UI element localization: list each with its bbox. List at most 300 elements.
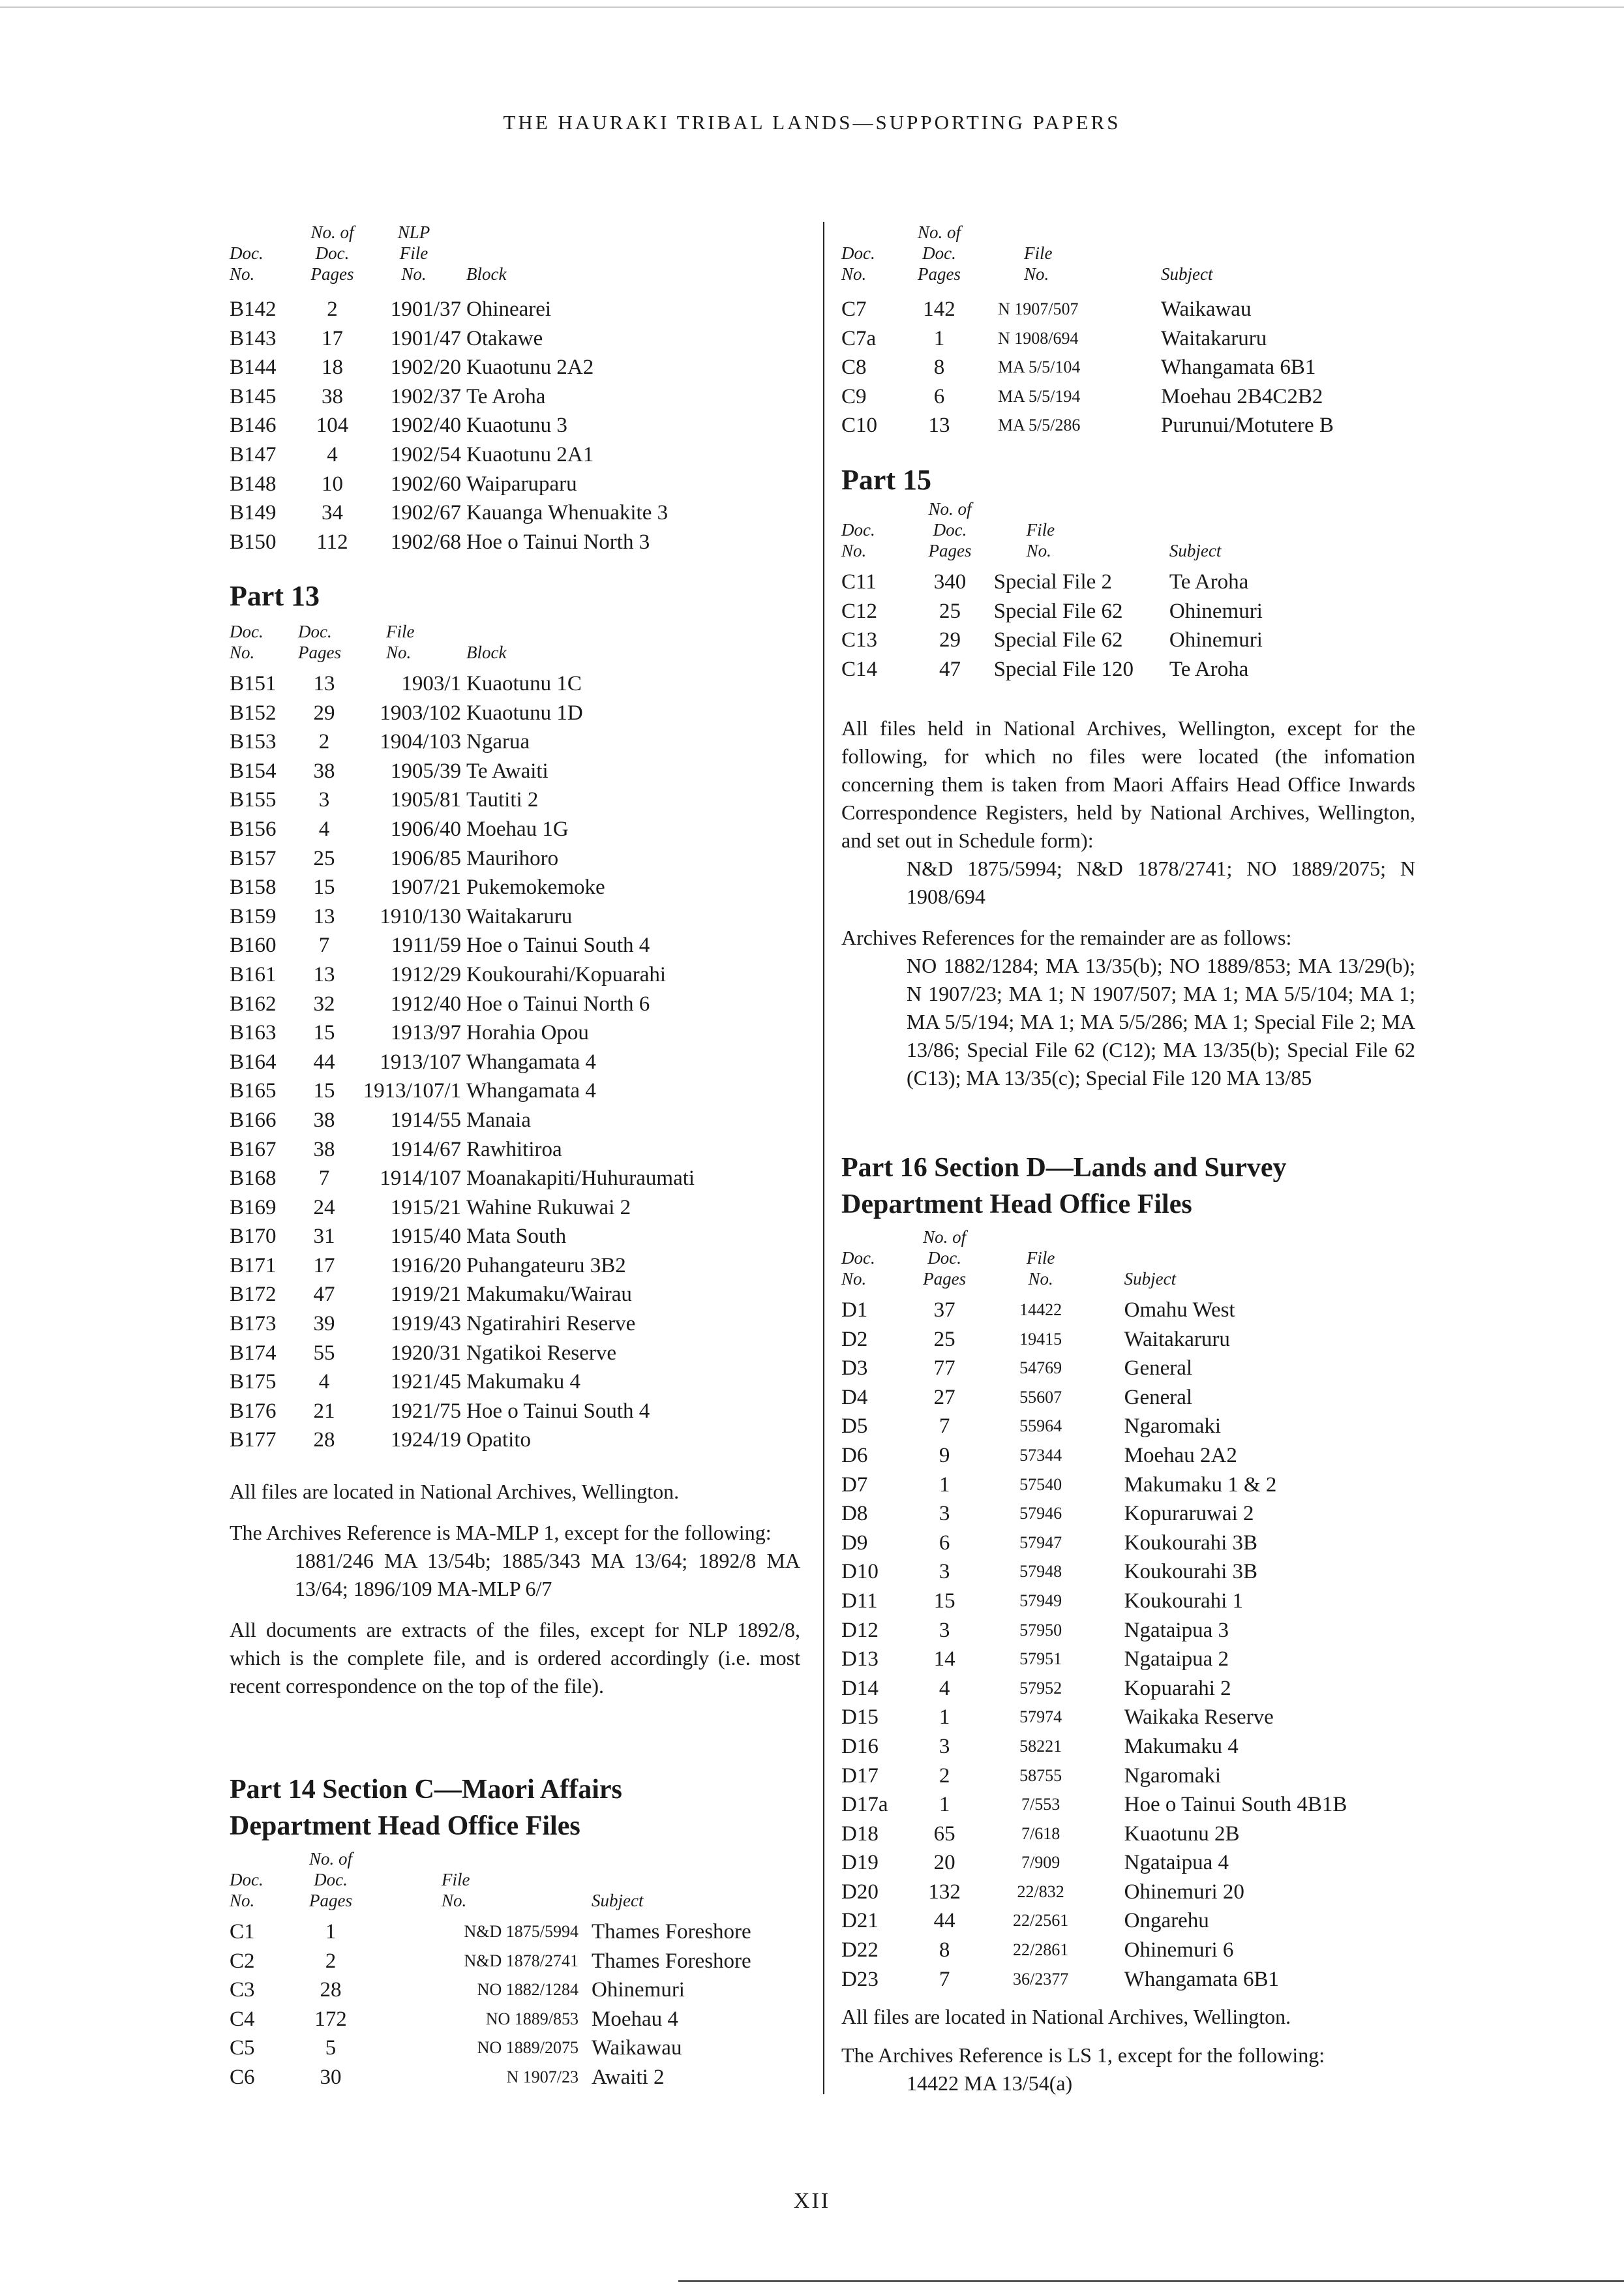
- doc-no-cell: B149: [230, 501, 277, 525]
- subject-cell: Moanakapiti/Huhuraumati: [466, 1167, 695, 1191]
- doc-no-cell: B154: [230, 759, 277, 783]
- table-row: [841, 1674, 1415, 1703]
- doc-no-cell: D11: [841, 1589, 878, 1613]
- subject-cell: Whangamata 4: [466, 1050, 596, 1074]
- doc-no-cell: B157: [230, 846, 277, 870]
- col-head-doc-no: Doc. No.: [230, 243, 263, 284]
- pages-cell: 172: [314, 2007, 347, 2031]
- part-13-table: [230, 621, 787, 1455]
- table-row: [230, 1106, 787, 1135]
- col-head-doc-no: Doc. No.: [841, 243, 875, 284]
- pages-cell: 7: [939, 1414, 950, 1439]
- doc-no-cell: B162: [230, 992, 277, 1016]
- table-c7-c10: [841, 222, 1409, 440]
- file-no-cell: 1906/85: [390, 846, 461, 870]
- subject-cell: Otakawe: [466, 326, 543, 350]
- note-archives-location: All files are located in National Archives, Wellington.: [230, 1480, 680, 1503]
- pages-cell: 9: [939, 1443, 950, 1467]
- file-no-cell: 22/832: [1017, 1882, 1064, 1901]
- doc-no-cell: B165: [230, 1079, 277, 1103]
- subject-cell: Moehau 2B4C2B2: [1161, 384, 1323, 408]
- doc-no-cell: B166: [230, 1108, 277, 1132]
- subject-cell: Maurihoro: [466, 846, 559, 870]
- subject-cell: Whangamata 6B1: [1161, 356, 1316, 380]
- subject-cell: Koukourahi/Kopuarahi: [466, 962, 667, 986]
- note-unlocated-files: N&D 1875/5994; N&D 1878/2741; NO 1889/2075; N 1908/694: [907, 857, 1415, 908]
- pages-cell: 25: [933, 1327, 955, 1351]
- subject-cell: Waitakaruru: [466, 904, 573, 928]
- subject-cell: Te Aroha: [1169, 570, 1249, 594]
- pages-cell: 112: [316, 530, 348, 554]
- pages-cell: 13: [313, 962, 335, 986]
- table-b142-b150: [230, 222, 787, 557]
- col-head-file-no: NLP File No.: [397, 222, 430, 284]
- doc-no-cell: B172: [230, 1283, 277, 1307]
- pages-cell: 25: [939, 599, 961, 623]
- pages-cell: 4: [318, 1370, 330, 1394]
- doc-no-cell: C12: [841, 599, 878, 623]
- table-row: [841, 1762, 1415, 1791]
- table-row: [230, 1076, 787, 1106]
- part-13-section: [230, 578, 787, 1455]
- table-row: [230, 815, 787, 844]
- pages-cell: 2: [939, 1763, 950, 1788]
- subject-cell: Ohinemuri 6: [1124, 1938, 1234, 1962]
- file-no-cell: 7/553: [1021, 1795, 1060, 1814]
- doc-no-cell: B145: [230, 384, 277, 408]
- pages-cell: 142: [923, 297, 955, 321]
- file-no-cell: 1914/67: [390, 1137, 461, 1161]
- table-row: [841, 655, 1415, 684]
- subject-cell: Waikawau: [1161, 297, 1252, 321]
- table-row: [841, 1616, 1415, 1645]
- pages-cell: 31: [313, 1225, 335, 1249]
- file-no-cell: 1902/40: [390, 414, 461, 438]
- doc-no-cell: D13: [841, 1647, 879, 1671]
- doc-no-cell: D3: [841, 1356, 868, 1380]
- table-row: [230, 440, 787, 470]
- pages-cell: 6: [939, 1531, 950, 1555]
- table-row: [230, 295, 787, 324]
- doc-no-cell: D16: [841, 1734, 879, 1758]
- doc-no-cell: B158: [230, 876, 277, 900]
- table-row: [230, 324, 787, 354]
- part-15-section: [841, 462, 1415, 684]
- subject-cell: Pukemokemoke: [466, 876, 605, 900]
- subject-cell: Ohinearei: [466, 297, 552, 321]
- subject-cell: Ngataipua 3: [1124, 1618, 1229, 1642]
- doc-no-cell: C2: [230, 1949, 255, 1973]
- table-row: [230, 2034, 800, 2063]
- doc-no-cell: B143: [230, 326, 277, 350]
- table-row: [841, 568, 1415, 597]
- table-row: [230, 1193, 787, 1223]
- table-row: [230, 1339, 787, 1368]
- file-no-cell: 1913/97: [390, 1021, 461, 1045]
- doc-no-cell: B176: [230, 1399, 277, 1423]
- pages-cell: 29: [939, 628, 961, 652]
- doc-no-cell: B170: [230, 1225, 277, 1249]
- file-no-cell: 1915/40: [390, 1225, 461, 1249]
- file-no-cell: 57948: [1019, 1562, 1062, 1581]
- file-no-cell: 54769: [1019, 1358, 1062, 1378]
- file-no-cell: 1903/102: [380, 701, 461, 725]
- file-no-cell: 1913/107: [380, 1050, 461, 1074]
- doc-no-cell: B169: [230, 1195, 277, 1219]
- col-head-doc-no: Doc. No.: [230, 1870, 263, 1910]
- doc-no-cell: D7: [841, 1472, 868, 1497]
- file-no-cell: 1919/43: [390, 1312, 461, 1336]
- doc-no-cell: D17a: [841, 1793, 888, 1817]
- part-15-table: [841, 498, 1415, 684]
- file-no-cell: 1916/20: [390, 1253, 461, 1277]
- subject-cell: Manaia: [466, 1108, 531, 1132]
- pages-cell: 10: [322, 472, 343, 496]
- pages-cell: 4: [327, 442, 338, 466]
- table-row: [841, 1383, 1415, 1412]
- note-archives-reference: The Archives Reference is LS 1, except for the following:: [841, 2043, 1325, 2067]
- subject-cell: Kuaotunu 2A1: [466, 442, 594, 466]
- file-no-cell: 1905/81: [390, 788, 461, 812]
- table-row: [230, 1426, 787, 1455]
- pages-cell: 5: [325, 2036, 337, 2060]
- doc-no-cell: B150: [230, 530, 277, 554]
- table-row: [230, 1947, 800, 1976]
- doc-no-cell: D18: [841, 1822, 879, 1846]
- note-archives-exceptions: 14422 MA 13/54(a): [907, 2071, 1073, 2095]
- pages-cell: 2: [318, 730, 330, 754]
- doc-no-cell: C14: [841, 657, 878, 681]
- file-no-cell: 1919/21: [390, 1283, 461, 1307]
- doc-no-cell: B175: [230, 1370, 277, 1394]
- table-row: [841, 1732, 1415, 1762]
- note-files-held: All files held in National Archives, Wellington, except for the following, for which no files were located (the infomation concerning them is taken from Maori Affairs Head Office Inwards Correspondence Registers, held by National Archives, Wellington, and set out in Schedule form):: [841, 716, 1415, 852]
- file-no-cell: 57949: [1019, 1591, 1062, 1610]
- file-no-cell: 1912/40: [390, 992, 461, 1016]
- file-no-cell: Special File 120: [993, 657, 1134, 681]
- subject-cell: Moehau 4: [592, 2007, 678, 2031]
- pages-cell: 28: [320, 1978, 342, 2002]
- table-row: [230, 902, 787, 932]
- file-no-cell: 14422: [1019, 1300, 1062, 1319]
- subject-cell: Ngaromaki: [1124, 1763, 1222, 1788]
- file-no-cell: 1907/21: [390, 876, 461, 900]
- subject-cell: Makumaku/Wairau: [466, 1283, 632, 1307]
- file-no-cell: 1921/45: [390, 1370, 461, 1394]
- doc-no-cell: B159: [230, 904, 277, 928]
- doc-no-cell: B142: [230, 297, 277, 321]
- part-16-table: [841, 1227, 1415, 1994]
- table-row: [230, 2063, 800, 2092]
- doc-no-cell: D8: [841, 1502, 868, 1526]
- col-head-block: Block: [466, 643, 507, 662]
- doc-no-cell: B144: [230, 356, 277, 380]
- file-no-cell: 57951: [1019, 1649, 1062, 1669]
- doc-no-cell: C7a: [841, 326, 877, 350]
- part-14-heading-line2: Department Head Office Files: [230, 1811, 580, 1841]
- pages-cell: 47: [939, 657, 961, 681]
- table-row: [841, 1645, 1415, 1674]
- doc-no-cell: B151: [230, 672, 277, 695]
- table-row: [841, 1529, 1415, 1558]
- table-header: [230, 222, 787, 295]
- pages-cell: 38: [313, 759, 335, 783]
- table-row: [230, 1018, 787, 1048]
- col-head-file-no: File No.: [442, 1870, 470, 1910]
- file-no-cell: 1902/60: [390, 472, 461, 496]
- file-no-cell: 1912/29: [390, 962, 461, 986]
- subject-cell: Ohinemuri 20: [1124, 1880, 1244, 1904]
- table-row: [230, 470, 787, 499]
- pages-cell: 55: [313, 1341, 335, 1365]
- table-row: [841, 324, 1409, 354]
- table-row: [230, 1048, 787, 1077]
- table-row: [841, 1936, 1415, 1965]
- table-row: [230, 990, 787, 1019]
- file-no-cell: 57344: [1019, 1445, 1062, 1465]
- doc-no-cell: B155: [230, 788, 277, 812]
- pages-cell: 30: [320, 2065, 342, 2089]
- table-row: [841, 1703, 1415, 1732]
- subject-cell: Ngaromaki: [1124, 1414, 1222, 1439]
- file-no-cell: 1911/59: [391, 934, 461, 958]
- file-no-cell: 57946: [1019, 1504, 1062, 1523]
- doc-no-cell: D10: [841, 1560, 879, 1584]
- table-row: [841, 353, 1409, 382]
- subject-cell: Ngataipua 2: [1124, 1647, 1229, 1671]
- pages-cell: 2: [327, 297, 338, 321]
- part-14-section: [230, 1771, 800, 2092]
- doc-no-cell: D21: [841, 1909, 879, 1933]
- pages-cell: 25: [313, 846, 335, 870]
- subject-cell: Te Awaiti: [466, 759, 549, 783]
- table-row: [841, 626, 1415, 655]
- doc-no-cell: D5: [841, 1414, 868, 1439]
- doc-no-cell: B164: [230, 1050, 277, 1074]
- subject-cell: Koukourahi 1: [1124, 1589, 1244, 1613]
- table-row: [841, 1848, 1415, 1878]
- note-extracts: All documents are extracts of the files, except for NLP 1892/8, which is the complete file, and is ordered accordingly (i.e. most recent correspondence on the top of the file).: [230, 1618, 800, 1698]
- doc-no-cell: C4: [230, 2007, 255, 2031]
- file-no-cell: N 1907/23: [506, 2067, 579, 2086]
- pages-cell: 15: [313, 876, 335, 900]
- subject-cell: Purunui/Motutere B: [1161, 414, 1334, 438]
- table-row: [230, 669, 787, 699]
- table-row: [230, 1917, 800, 1947]
- pages-cell: 77: [933, 1356, 955, 1380]
- pages-cell: 2: [325, 1949, 337, 1973]
- file-no-cell: Special File 2: [993, 570, 1113, 594]
- part-16-section: [841, 1150, 1415, 1994]
- pages-cell: 20: [933, 1851, 955, 1875]
- part-16-heading-line1: Part 16 Section D—Lands and Survey: [841, 1153, 1287, 1183]
- subject-cell: Thames Foreshore: [592, 1920, 751, 1944]
- col-head-file-no: File No.: [1024, 243, 1053, 284]
- subject-cell: Koukourahi 3B: [1124, 1531, 1258, 1555]
- file-no-cell: MA 5/5/286: [998, 416, 1081, 435]
- table-row: [841, 1557, 1415, 1587]
- pages-cell: 14: [933, 1647, 955, 1671]
- doc-no-cell: C10: [841, 414, 878, 438]
- subject-cell: Kuaotunu 3: [466, 414, 567, 438]
- subject-cell: Whangamata 4: [466, 1079, 596, 1103]
- subject-cell: Waiparuparu: [466, 472, 577, 496]
- file-no-cell: 55607: [1019, 1387, 1062, 1407]
- subject-cell: Kopuraruwai 2: [1124, 1502, 1254, 1526]
- file-no-cell: 7/618: [1021, 1823, 1060, 1843]
- table-row: [230, 411, 787, 440]
- file-no-cell: 1913/107/1: [363, 1079, 461, 1103]
- pages-cell: 39: [313, 1312, 335, 1336]
- col-head-doc-no: Doc. No.: [230, 622, 263, 662]
- subject-cell: Hoe o Tainui North 6: [466, 992, 650, 1016]
- subject-cell: Kuaotunu 1C: [466, 672, 582, 695]
- pages-cell: 32: [313, 992, 335, 1016]
- pages-cell: 7: [939, 1967, 950, 1991]
- subject-cell: Mata South: [466, 1225, 567, 1249]
- subject-cell: Ohinemuri: [1169, 628, 1263, 652]
- doc-no-cell: B161: [230, 962, 277, 986]
- pages-cell: 4: [939, 1676, 950, 1700]
- subject-cell: Koukourahi 3B: [1124, 1560, 1258, 1584]
- col-head-pages: Doc. Pages: [298, 622, 341, 662]
- pages-cell: 104: [316, 414, 349, 438]
- file-no-cell: 1902/68: [390, 530, 461, 554]
- pages-cell: 7: [318, 934, 330, 958]
- subject-cell: Waikawau: [592, 2036, 682, 2060]
- file-no-cell: 1920/31: [390, 1341, 461, 1365]
- table-row: [841, 1412, 1415, 1441]
- doc-no-cell: B148: [230, 472, 277, 496]
- file-no-cell: 57950: [1019, 1620, 1062, 1640]
- table-c7-c10-block: [841, 222, 1409, 440]
- table-row: [230, 1397, 787, 1426]
- pages-cell: 13: [313, 672, 335, 695]
- col-head-pages: No. of Doc. Pages: [928, 499, 972, 560]
- doc-no-cell: D15: [841, 1705, 879, 1730]
- pages-cell: 38: [322, 384, 343, 408]
- subject-cell: Hoe o Tainui South 4: [466, 934, 650, 958]
- file-no-cell: N 1907/507: [998, 299, 1079, 318]
- subject-cell: Awaiti 2: [592, 2065, 665, 2089]
- part-13-heading: Part 13: [230, 580, 320, 612]
- subject-cell: Makumaku 4: [1124, 1734, 1239, 1758]
- doc-no-cell: D2: [841, 1327, 868, 1351]
- subject-cell: Ngarua: [466, 730, 530, 754]
- doc-no-cell: D23: [841, 1967, 879, 1991]
- pages-cell: 21: [313, 1399, 335, 1423]
- doc-no-cell: D12: [841, 1618, 879, 1642]
- table-row: [841, 1354, 1415, 1383]
- pages-cell: 3: [939, 1502, 950, 1526]
- file-no-cell: 57952: [1019, 1678, 1062, 1698]
- part-15-notes: [841, 714, 1415, 1092]
- subject-cell: Kauanga Whenuakite 3: [466, 501, 669, 525]
- file-no-cell: Special File 62: [993, 628, 1123, 652]
- file-no-cell: 58755: [1019, 1765, 1062, 1785]
- doc-no-cell: C13: [841, 628, 878, 652]
- doc-no-cell: D1: [841, 1298, 868, 1322]
- pages-cell: 132: [928, 1880, 961, 1904]
- file-no-cell: NO 1882/1284: [477, 1980, 579, 2000]
- subject-cell: Omahu West: [1124, 1298, 1235, 1322]
- subject-cell: Moehau 2A2: [1124, 1443, 1237, 1467]
- doc-no-cell: C1: [230, 1920, 255, 1944]
- col-head-pages: No. of Doc. Pages: [917, 222, 961, 284]
- part-14-table: [230, 1848, 800, 2092]
- subject-cell: Kopuarahi 2: [1124, 1676, 1231, 1700]
- pages-cell: 6: [933, 384, 945, 408]
- file-no-cell: N&D 1875/5994: [464, 1922, 579, 1941]
- col-head-file-no: File No.: [1026, 1248, 1055, 1289]
- subject-cell: Te Aroha: [466, 384, 546, 408]
- doc-no-cell: B167: [230, 1137, 277, 1161]
- doc-no-cell: B177: [230, 1428, 277, 1452]
- table-row: [841, 411, 1409, 440]
- pages-cell: 65: [933, 1822, 955, 1846]
- pages-cell: 340: [933, 570, 967, 594]
- file-no-cell: 1901/47: [390, 326, 461, 350]
- file-no-cell: 1910/130: [380, 904, 461, 928]
- file-no-cell: 55964: [1019, 1416, 1062, 1436]
- doc-no-cell: D6: [841, 1443, 868, 1467]
- subject-cell: Ngatirahiri Reserve: [466, 1312, 636, 1336]
- file-no-cell: 57540: [1019, 1474, 1062, 1494]
- subject-cell: Ngatikoi Reserve: [466, 1341, 617, 1365]
- pages-cell: 17: [313, 1253, 335, 1277]
- file-no-cell: 1921/75: [390, 1399, 461, 1423]
- doc-no-cell: B174: [230, 1341, 277, 1365]
- pages-cell: 27: [933, 1385, 955, 1409]
- doc-no-cell: C6: [230, 2065, 255, 2089]
- subject-cell: General: [1124, 1385, 1193, 1409]
- table-row: [230, 786, 787, 815]
- subject-cell: Kuaotunu 1D: [466, 701, 583, 725]
- doc-no-cell: B168: [230, 1167, 277, 1191]
- file-no-cell: 1902/67: [390, 501, 461, 525]
- col-head-subject: Subject: [592, 1891, 644, 1910]
- doc-no-cell: B153: [230, 730, 277, 754]
- table-row: [841, 382, 1409, 412]
- pages-cell: 1: [939, 1472, 950, 1497]
- subject-cell: Makumaku 1 & 2: [1124, 1472, 1277, 1497]
- table-row: [230, 844, 787, 874]
- table-row: [230, 528, 787, 557]
- subject-cell: Kuaotunu 2B: [1124, 1822, 1240, 1846]
- file-no-cell: 1905/39: [390, 759, 461, 783]
- pages-cell: 3: [939, 1560, 950, 1584]
- doc-no-cell: C9: [841, 384, 867, 408]
- col-head-pages: No. of Doc. Pages: [310, 222, 354, 284]
- part-13-notes: [230, 1478, 800, 1700]
- note-archives-remainder-refs: NO 1882/1284; MA 13/35(b); NO 1889/853; MA 13/29(b); N 1907/23; MA 1; N 1907/507; MA 1; MA 5/5/104; MA 1; MA 5/5/194; MA 1; MA 5/5/286; MA 1; Special File 2; MA 13/86; Special File 62 (C12); MA 13/35(b); Special File 62 (C13); MA 13/35(c); Special File 120 MA 13/85: [907, 954, 1415, 1090]
- table-row: [230, 1309, 787, 1339]
- subject-cell: Waitakaruru: [1161, 326, 1267, 350]
- subject-cell: Ngataipua 4: [1124, 1851, 1229, 1875]
- doc-no-cell: D22: [841, 1938, 879, 1962]
- table-row: [841, 1441, 1415, 1471]
- doc-no-cell: B171: [230, 1253, 277, 1277]
- file-no-cell: 22/2861: [1012, 1940, 1069, 1960]
- table-row: [841, 295, 1409, 324]
- table-row: [230, 727, 787, 757]
- table-row: [841, 1587, 1415, 1616]
- file-no-cell: 36/2377: [1012, 1969, 1069, 1989]
- doc-no-cell: C5: [230, 2036, 255, 2060]
- note-archives-exceptions: 1881/246 MA 13/54b; 1885/343 MA 13/64; 1892/8 MA 13/64; 1896/109 MA-MLP 6/7: [295, 1549, 800, 1600]
- subject-cell: Hoe o Tainui South 4: [466, 1399, 650, 1423]
- pages-cell: 1: [325, 1920, 337, 1944]
